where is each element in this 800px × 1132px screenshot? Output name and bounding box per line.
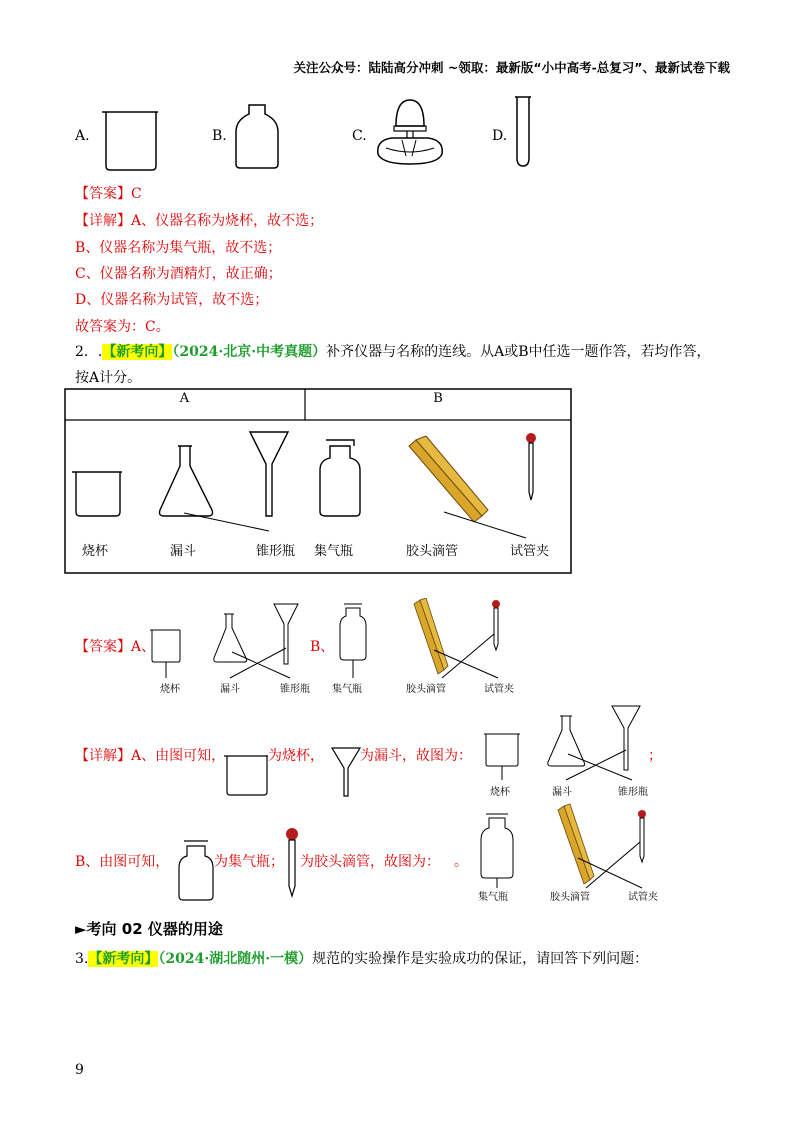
detail-line-b: B、仪器名称为集气瓶，故不选；: [75, 240, 282, 256]
q2-stem: [75, 341, 710, 361]
label-dropper: 胶头滴管: [406, 544, 459, 559]
detail-tag: 【详解】: [75, 213, 131, 229]
detail-line-d: D、仪器名称为试管，故不选；: [75, 292, 269, 308]
page-header: 关注公众号：陆陆高分冲刺 ~领取：最新版“小中高考-总复习”、最新试卷下载: [293, 60, 730, 75]
detail-funnel-icon: [330, 744, 362, 800]
q2-text-continued: 按A计分。: [75, 370, 142, 386]
label-gas-bottle: 集气瓶: [314, 544, 354, 559]
answer-tag: 【答案】: [75, 186, 131, 202]
beaker-icon: [100, 108, 162, 172]
answer-a-diagram: [148, 600, 318, 692]
detail-dropper-icon: [284, 826, 300, 898]
option-d-label: D.: [492, 128, 508, 144]
option-b-label: B.: [212, 128, 227, 144]
label-funnel: 漏斗: [170, 544, 197, 559]
det-a-beaker: 烧杯: [490, 787, 510, 798]
q2-detail-tag: 【详解】: [75, 748, 131, 764]
q2-detail-a2: 为烧杯，: [268, 748, 324, 764]
alcohol-lamp-icon: [372, 96, 448, 168]
ans-a-flask: 锥形瓶: [280, 684, 310, 695]
ans-b-tongs: 试管夹: [484, 684, 514, 695]
option-c-label: C.: [352, 128, 367, 144]
q2-tag: 【新考向】: [102, 344, 173, 360]
table-header-a: A: [179, 391, 190, 406]
q2-answer-tag: 【答案】: [75, 639, 131, 655]
q2-answer-a: A、: [131, 639, 156, 655]
q2-answer-b: B、: [310, 639, 335, 655]
q2-source: （2024·北京·中考真题）: [172, 344, 327, 360]
option-a-label: A.: [75, 128, 90, 144]
q3-stem: [75, 948, 648, 968]
q2-detail-a1: A、由图可知，: [131, 748, 226, 764]
det-b-gas-bottle: 集气瓶: [478, 892, 508, 903]
q2-detail-b1: B、由图可知，: [75, 854, 170, 870]
q3-tag: 【新考向】: [88, 951, 159, 967]
q2-number: 2．.: [75, 344, 103, 360]
table-header-b: B: [433, 391, 443, 406]
det-a-funnel: 漏斗: [552, 787, 572, 798]
q2-detail-b3: 为胶头滴管，故图为：: [300, 854, 440, 870]
detail-b-diagram: [476, 802, 676, 900]
det-a-flask: 锥形瓶: [618, 787, 648, 798]
detail-line-a: A、仪器名称为烧杯，故不选；: [131, 213, 324, 229]
q2-detail-b4: 。: [454, 854, 468, 870]
q2-detail-b2: 为集气瓶；: [214, 854, 284, 870]
ans-a-beaker: 烧杯: [160, 684, 180, 695]
label-tongs: 试管夹: [510, 544, 550, 559]
detail-beaker-icon: [222, 752, 272, 798]
label-flask: 锥形瓶: [256, 544, 296, 559]
detail-gas-bottle-icon: [176, 838, 216, 902]
answer-b-diagram: [330, 598, 520, 692]
ans-b-dropper: 胶头滴管: [406, 684, 446, 695]
det-b-dropper: 胶头滴管: [550, 892, 590, 903]
q3-number: 3.: [75, 951, 89, 967]
page-number: 9: [75, 1062, 84, 1078]
label-beaker: 烧杯: [82, 544, 109, 559]
q2-detail-a3: 为漏斗，故图为：: [360, 748, 472, 764]
q2-text: 补齐仪器与名称的连线。从A或B中任选一题作答，若均作答，: [326, 344, 711, 360]
det-b-tongs: 试管夹: [628, 892, 658, 903]
ans-a-funnel: 漏斗: [220, 684, 240, 695]
test-tube-icon: [512, 94, 534, 170]
q3-text: 规范的实验操作是实验成功的保证，请回答下列问题：: [312, 951, 649, 967]
section-heading: ►考向 02 仪器的用途: [75, 920, 223, 938]
answer-value: C: [131, 186, 142, 202]
q2-detail-a4: ；: [648, 748, 662, 764]
detail-line-c: C、仪器名称为酒精灯，故正确；: [75, 266, 282, 282]
detail-conclusion: 故答案为：C。: [75, 319, 170, 335]
gas-bottle-icon: [232, 102, 282, 170]
detail-a-diagram: [476, 700, 672, 794]
ans-b-gas-bottle: 集气瓶: [332, 684, 362, 695]
q3-source: （2024·湖北随州·一模）: [158, 951, 313, 967]
